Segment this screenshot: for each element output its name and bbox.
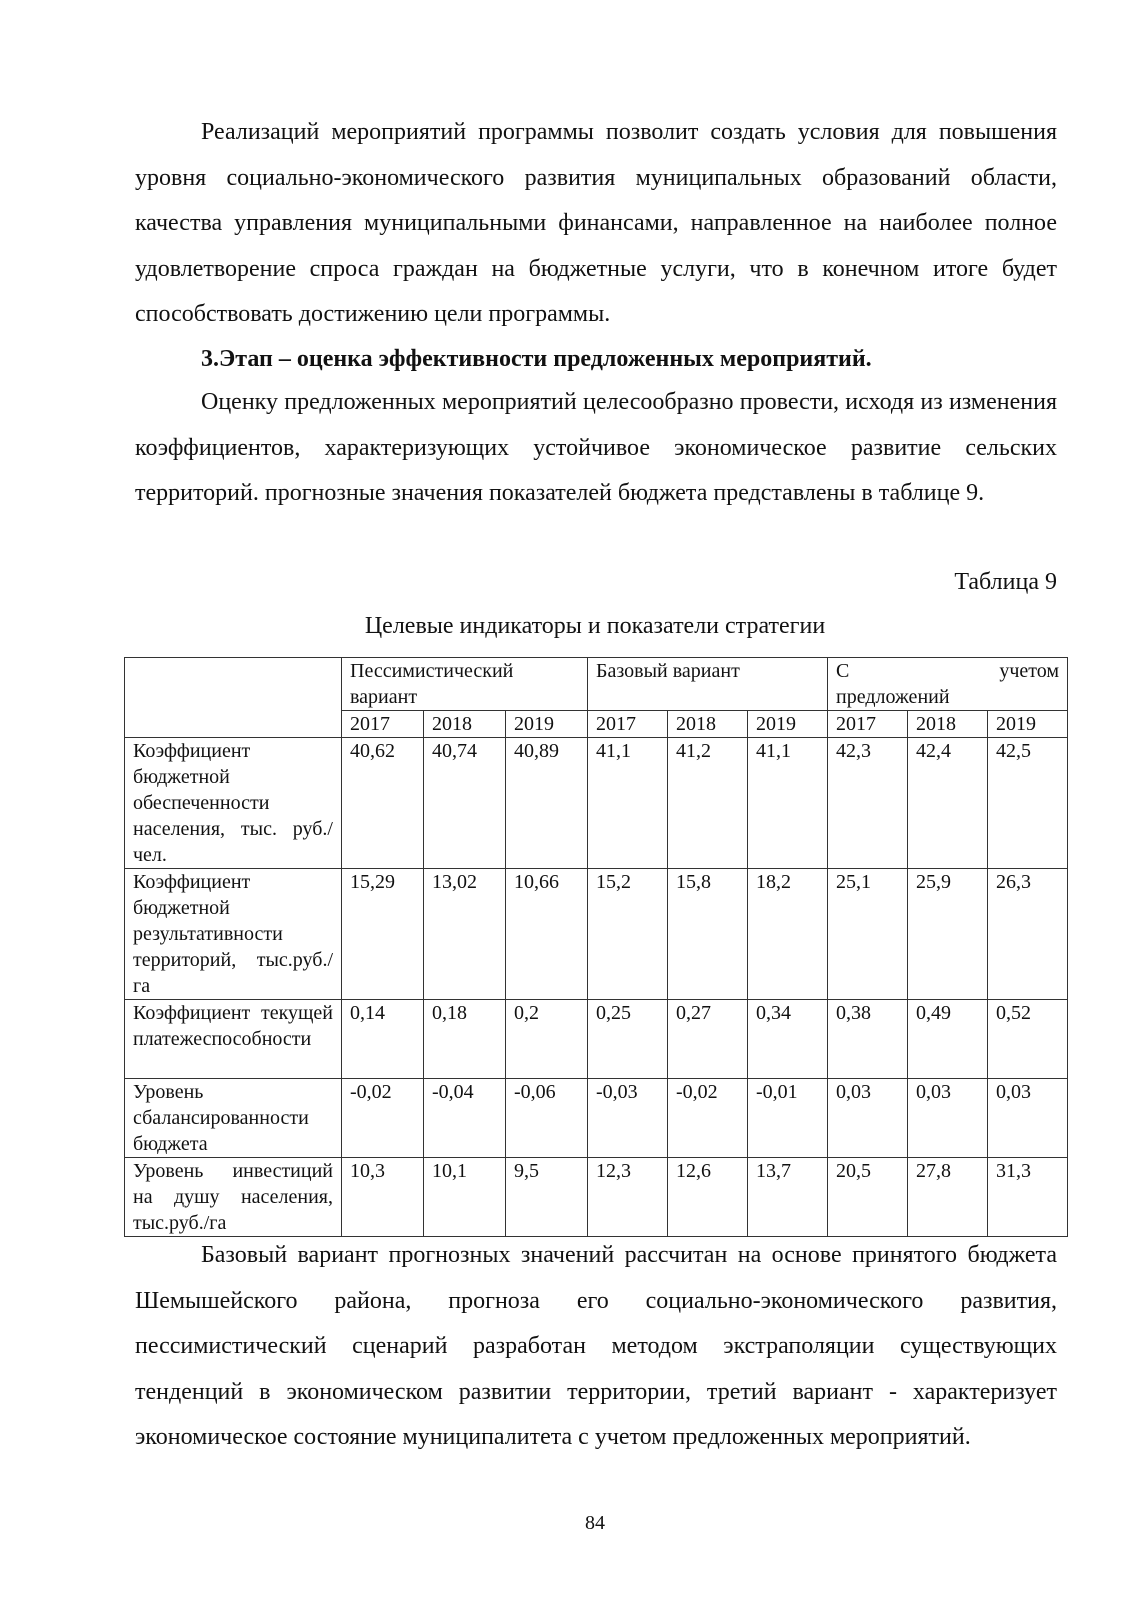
indicators-table: [124, 657, 1068, 1237]
table-cell: 13,7: [748, 1158, 828, 1237]
table-row: [125, 869, 1068, 1000]
header-empty-cell: [125, 658, 342, 738]
year-header: 2017: [342, 711, 424, 738]
table-cell: 12,6: [668, 1158, 748, 1237]
section-heading: 3.Этап – оценка эффективности предложенных мероприятий.: [201, 346, 872, 372]
group-header-proposals-part: С: [836, 660, 850, 682]
table-cell: 0,03: [988, 1079, 1068, 1158]
table-cell: 40,89: [506, 738, 588, 869]
paragraph-conclusion: Базовый вариант прогнозных значений рассчитан на основе принятого бюджета Шемышейского района, прогноза его социально-экономического развития, пессимистический сценарий разработан методом экстраполяции существующих тенденций в экономическом развитии территории, третий вариант - характеризует экономическое состояние муниципалитета с учетом предложенных мероприятий.: [135, 1242, 1057, 1451]
table-row: [125, 1000, 1068, 1079]
group-header-base: Базовый вариант: [588, 658, 828, 711]
table-cell: 15,2: [588, 869, 668, 1000]
table-cell: 15,29: [342, 869, 424, 1000]
table-cell: -0,04: [424, 1079, 506, 1158]
row-label: Уровень сбалансированности бюджета: [125, 1079, 342, 1158]
table-cell: 0,2: [506, 1000, 588, 1079]
table-cell: 25,1: [828, 869, 908, 1000]
table-cell: 41,1: [748, 738, 828, 869]
table-cell: 0,03: [828, 1079, 908, 1158]
table-cell: 0,34: [748, 1000, 828, 1079]
table-cell: 42,3: [828, 738, 908, 869]
year-header: 2017: [828, 711, 908, 738]
table-row: [125, 1079, 1068, 1158]
year-header: 2017: [588, 711, 668, 738]
table-cell: -0,02: [668, 1079, 748, 1158]
table-cell: 0,27: [668, 1000, 748, 1079]
year-header: 2019: [506, 711, 588, 738]
table-cell: 9,5: [506, 1158, 588, 1237]
table-cell: 41,2: [668, 738, 748, 869]
paragraph-evaluation: Оценку предложенных мероприятий целесообразно провести, исходя из изменения коэффициентов, характеризующих устойчивое экономическое развитие сельских территорий. прогнозные значения показателей бюджета представлены в таблице 9.: [135, 389, 1057, 507]
group-header-proposals: [828, 658, 1068, 711]
row-label: Коэффициент текущей платежеспособности: [125, 1000, 342, 1079]
table-cell: 0,03: [908, 1079, 988, 1158]
table-cell: 10,1: [424, 1158, 506, 1237]
table-cell: 0,52: [988, 1000, 1068, 1079]
table-cell: 13,02: [424, 869, 506, 1000]
table-cell: 10,3: [342, 1158, 424, 1237]
table-cell: 25,9: [908, 869, 988, 1000]
paragraph-intro: Реализаций мероприятий программы позволит создать условия для повышения уровня социально-экономического развития муниципальных образований области, качества управления муниципальными финансами, направленное на наиболее полное удовлетворение спроса граждан на бюджетные услуги, что в конечном итоге будет способствовать достижению цели программы.: [135, 119, 1057, 328]
row-label: Уровень инвестиций на душу населения, тыс.руб./га: [125, 1158, 342, 1237]
table-header-groups: [125, 658, 1068, 711]
year-header: 2018: [668, 711, 748, 738]
table-cell: 18,2: [748, 869, 828, 1000]
table-cell: 42,4: [908, 738, 988, 869]
year-header: 2019: [748, 711, 828, 738]
table-cell: 0,38: [828, 1000, 908, 1079]
table-title: Целевые индикаторы и показатели стратегии: [364, 613, 826, 639]
table-cell: -0,01: [748, 1079, 828, 1158]
page-number: 84: [585, 1512, 605, 1534]
table-cell: 31,3: [988, 1158, 1068, 1237]
table-cell: 40,62: [342, 738, 424, 869]
table-cell: 15,8: [668, 869, 748, 1000]
table-cell: 26,3: [988, 869, 1068, 1000]
table-cell: 0,14: [342, 1000, 424, 1079]
table-cell: 0,18: [424, 1000, 506, 1079]
table-cell: -0,03: [588, 1079, 668, 1158]
table-cell: -0,06: [506, 1079, 588, 1158]
row-label: Коэффициент бюджетной результативности территорий, тыс.руб./га: [125, 869, 342, 1000]
table-row: [125, 1158, 1068, 1237]
group-header-pessimistic: Пессимистический вариант: [342, 658, 588, 711]
year-header: 2018: [424, 711, 506, 738]
row-label: Коэффициент бюджетной обеспеченности населения, тыс. руб./чел.: [125, 738, 342, 869]
table-cell: 12,3: [588, 1158, 668, 1237]
group-header-proposals-part: учетом: [999, 660, 1060, 682]
group-header-proposals-part: предложений: [836, 686, 950, 708]
table-cell: 42,5: [988, 738, 1068, 869]
table-cell: 10,66: [506, 869, 588, 1000]
table-cell: 40,74: [424, 738, 506, 869]
table-cell: 27,8: [908, 1158, 988, 1237]
table-cell: 0,25: [588, 1000, 668, 1079]
table-row: [125, 738, 1068, 869]
table-cell: 0,49: [908, 1000, 988, 1079]
table-number: Таблица 9: [954, 569, 1057, 595]
table-cell: -0,02: [342, 1079, 424, 1158]
table-cell: 20,5: [828, 1158, 908, 1237]
year-header: 2019: [988, 711, 1068, 738]
table-cell: 41,1: [588, 738, 668, 869]
year-header: 2018: [908, 711, 988, 738]
